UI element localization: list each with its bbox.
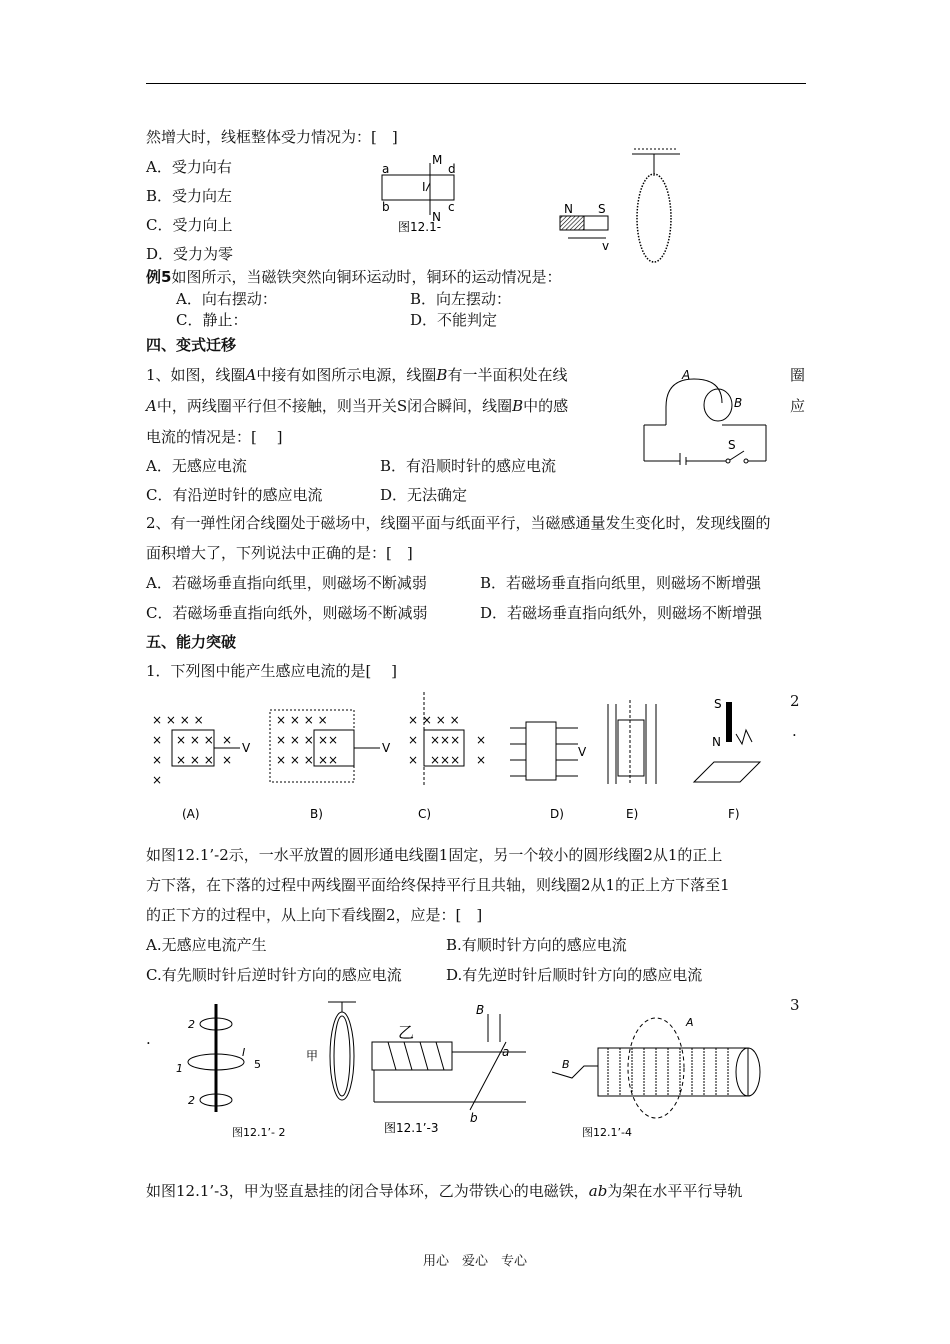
magnet-n-label: N	[564, 202, 573, 216]
q2-line-1: 2、有一弹性闭合线圈处于磁场中，线圈平面与纸面平行，当磁感通量发生变化时，发现线圈的	[146, 514, 771, 532]
label-i: I	[422, 180, 426, 194]
figure-coil-circuit	[636, 365, 776, 465]
option-d: D．受力为零	[146, 245, 234, 263]
p2-option-d: D.有先逆时针后顺时针方向的感应电流	[446, 966, 703, 984]
figure-caption: 图12.1-	[398, 220, 442, 234]
loop-a-label: A	[686, 1016, 694, 1029]
magnet-s-label: S	[598, 202, 606, 216]
option-figure-c	[408, 692, 486, 821]
p2-line-1: 如图12.1’-2示，一水平放置的圆形通电线圈1固定，另一个较小的圆形线圈2从1的正上	[146, 846, 723, 864]
option-c: C．受力向上	[146, 216, 233, 234]
figure-frame-wire	[378, 155, 468, 235]
option-label-c: C)	[418, 807, 432, 821]
svg-text:V: V	[382, 741, 391, 755]
magnet-yi-label: 乙	[398, 1023, 415, 1042]
ex5-option-b: B．向左摆动：	[410, 290, 512, 308]
f-n-label: N	[712, 735, 721, 749]
ex5-option-a: A．向右摆动：	[176, 290, 277, 308]
p2-dot: .	[792, 722, 797, 740]
svg-text:× × ×: × × ×	[176, 753, 214, 767]
svg-text:×: ×	[222, 753, 233, 767]
figure-12-1-4	[548, 1006, 778, 1146]
ex5-option-c: C．静止：	[176, 311, 248, 329]
p2-option-c: C.有先顺时针后逆时针方向的感应电流	[146, 966, 402, 984]
figure-12-1-2	[170, 1000, 290, 1145]
p2-option-b: B.有顺时针方向的感应电流	[446, 936, 627, 954]
p2-option-a: A.无感应电流产生	[146, 936, 267, 954]
q2-option-b: B．若磁场垂直指向纸里，则磁场不断增强	[480, 574, 762, 592]
p2-line-2: 方下落，在下落的过程中两线圈平面给终保持平行且共轴，则线圈2从1的正上方下落至1	[146, 876, 730, 894]
header-rule	[146, 83, 806, 84]
svg-text:×: ×	[408, 753, 419, 767]
current-i-label: I	[242, 1046, 246, 1059]
ring-jia-label: 甲	[306, 1049, 319, 1063]
coil-b-label: B	[734, 396, 743, 410]
q1-option-d: D．无法确定	[380, 486, 468, 504]
p2-line-3: 的正下方的过程中，从上向下看线圈2，应是：[ ]	[146, 906, 483, 924]
example-5-head: 例5	[146, 268, 172, 286]
p3-dot: .	[146, 1030, 151, 1048]
q1-option-a: A．无感应电流	[146, 457, 247, 475]
option-label-a: (A)	[182, 807, 200, 821]
example-5	[146, 268, 561, 286]
q1-option-c: C．有沿逆时针的感应电流	[146, 486, 323, 504]
coil-5-label: 5	[254, 1058, 261, 1071]
v-label-a: V	[242, 741, 251, 755]
svg-text:×××: ×××	[430, 733, 461, 747]
q1-line-3: 电流的情况是：[ ]	[146, 428, 283, 446]
label-n: N	[432, 210, 441, 224]
svg-text:×: ×	[152, 773, 163, 787]
option-figure-e	[608, 700, 656, 821]
q2-option-a: A．若磁场垂直指向纸里，则磁场不断减弱	[146, 574, 427, 592]
q1-right-1: 圈	[790, 366, 806, 384]
svg-text:×: ×	[152, 733, 163, 747]
label-d: d	[448, 162, 456, 176]
option-label-b: B)	[310, 807, 323, 821]
svg-text:××: ××	[318, 753, 339, 767]
label-m: M	[432, 155, 443, 167]
svg-text:×××: ×××	[430, 753, 461, 767]
svg-text:×: ×	[476, 733, 487, 747]
rod-b-label: b	[470, 1111, 478, 1125]
figure-3-caption: 图12.1’-3	[384, 1121, 439, 1135]
coil-1-label: 1	[176, 1062, 183, 1075]
option-b: B．受力向左	[146, 187, 233, 205]
coil-2-bottom-label: 2	[188, 1094, 195, 1107]
svg-text:× × × ×: × × × ×	[152, 713, 204, 727]
label-a: a	[382, 162, 390, 176]
svg-text:× × ×: × × ×	[176, 733, 214, 747]
switch-s-label: S	[728, 438, 736, 452]
coil-a-label: A	[682, 368, 691, 382]
option-figure-a	[152, 713, 251, 821]
svg-text:×: ×	[152, 753, 163, 767]
example-5-text: 如图所示，当磁铁突然向铜环运动时，铜环的运动情况是：	[171, 268, 562, 286]
q1-line-1: 1、如图，线圈A中接有如图所示电源，线圈B有一半面积处在线	[146, 366, 568, 384]
page-footer: 用心 爱心 专心	[422, 1254, 527, 1269]
lead-b-label: B	[562, 1058, 570, 1071]
magnet-v-label: v	[602, 239, 610, 253]
field-b-label: B	[476, 1003, 485, 1017]
option-figure-b	[270, 710, 391, 821]
svg-text:V: V	[578, 745, 587, 759]
label-b: b	[382, 200, 390, 214]
svg-text:××: ××	[318, 733, 339, 747]
q1-option-b: B．有沿顺时针的感应电流	[380, 457, 557, 475]
coil-2-top-label: 2	[188, 1018, 195, 1031]
svg-text:×: ×	[408, 733, 419, 747]
figure-4-caption: 图12.1’-4	[582, 1126, 632, 1139]
option-label-d: D)	[550, 807, 564, 821]
figure-12-1-3	[300, 998, 540, 1143]
figure-magnet-ring	[558, 148, 688, 263]
q2-option-c: C．若磁场垂直指向纸外，则磁场不断减弱	[146, 604, 428, 622]
f-s-label: S	[714, 697, 722, 711]
svg-text:× × × ×: × × × ×	[408, 713, 460, 727]
p3-number: 3	[790, 996, 800, 1014]
q2-option-d: D．若磁场垂直指向纸外，则磁场不断增强	[480, 604, 763, 622]
option-figure-d	[510, 722, 587, 821]
figure-2-caption: 图12.1’- 2	[232, 1126, 286, 1139]
p2-number: 2	[790, 692, 800, 710]
svg-text:× × ×: × × ×	[276, 733, 314, 747]
option-a: A．受力向右	[146, 158, 232, 176]
q1-line-2: A中，两线圈平行但不接触，则当开关S闭合瞬间，线圈B中的感	[146, 397, 569, 415]
svg-text:× × × ×: × × × ×	[276, 713, 328, 727]
figure-options-row	[146, 690, 786, 825]
svg-text:×: ×	[222, 733, 233, 747]
q1-right-2: 应	[790, 397, 806, 415]
label-c: c	[448, 200, 455, 214]
svg-text:×: ×	[476, 753, 487, 767]
p1-stem: 1．下列图中能产生感应电流的是[ ]	[146, 662, 398, 680]
question-stem: 然增大时，线框整体受力情况为：[ ]	[146, 128, 398, 146]
section-5-heading: 五、能力突破	[146, 633, 237, 651]
option-label-f: F)	[728, 807, 740, 821]
q2-line-2: 面积增大了，下列说法中正确的是：[ ]	[146, 544, 413, 562]
option-figure-f	[694, 697, 760, 821]
svg-text:× × ×: × × ×	[276, 753, 314, 767]
rod-a-label: a	[502, 1045, 510, 1059]
ex5-option-d: D．不能判定	[410, 311, 498, 329]
section-4-heading: 四、变式迁移	[146, 336, 237, 354]
p3-line-1: 如图12.1’-3，甲为竖直悬挂的闭合导体环，乙为带铁心的电磁铁，ab为架在水平平行导轨	[146, 1182, 743, 1200]
option-label-e: E)	[626, 807, 639, 821]
